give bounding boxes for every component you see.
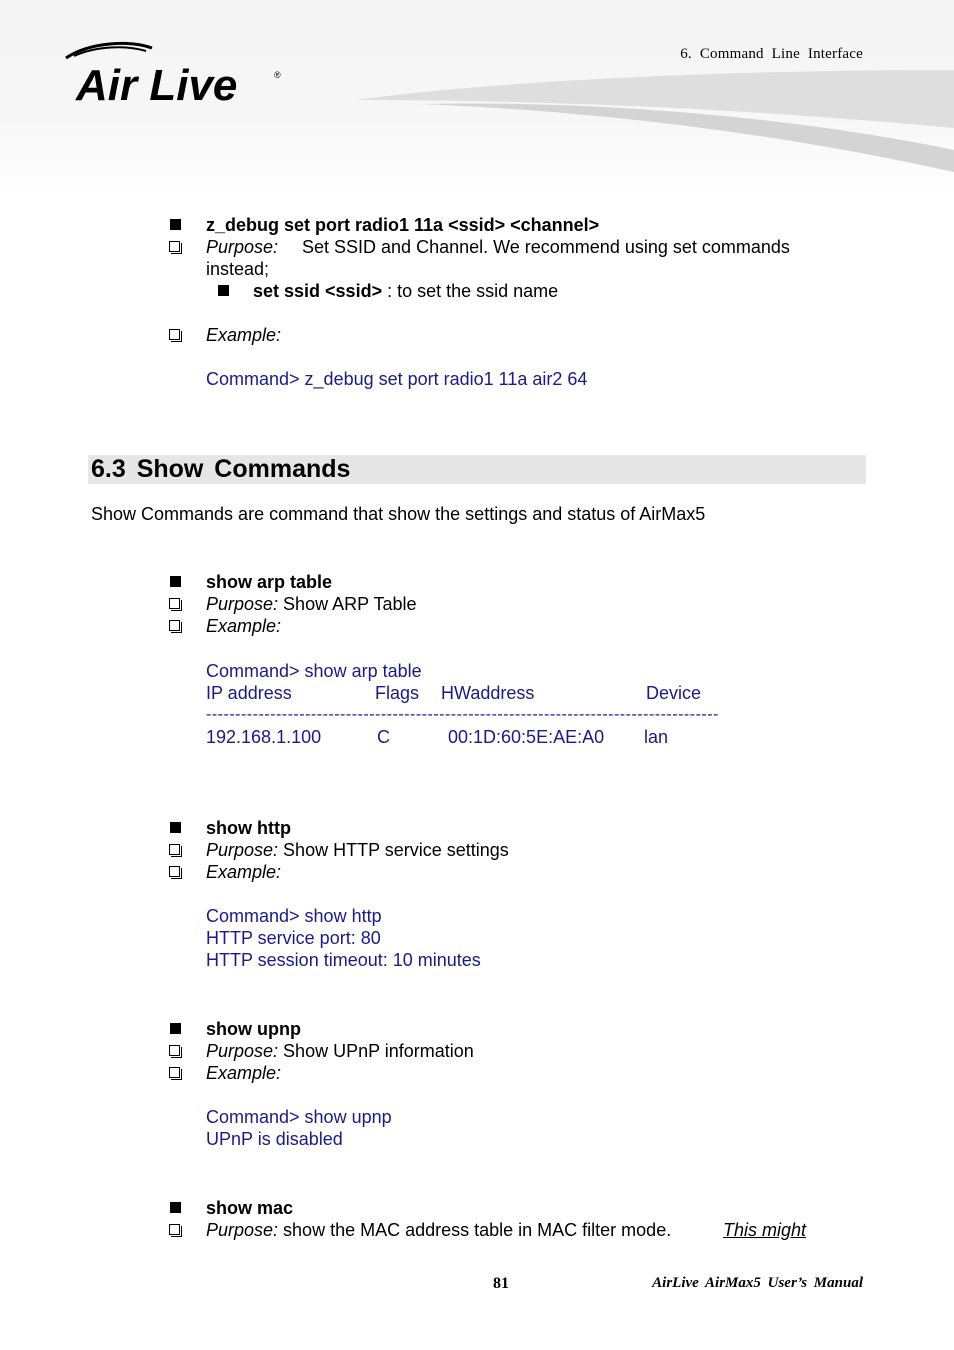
zdebug-example-command: Command> z_debug set port radio1 11a air2 64 xyxy=(206,369,588,389)
upnp-output-line-2: UPnP is disabled xyxy=(206,1129,343,1149)
checkbox-bullet-icon xyxy=(169,1045,180,1056)
airlive-logo xyxy=(60,40,290,105)
zdebug-heading: z_debug set port radio1 11a <ssid> <channel> xyxy=(206,215,600,235)
arp-row-device: lan xyxy=(644,727,669,747)
arp-purpose xyxy=(206,593,416,615)
square-bullet-icon xyxy=(170,822,181,833)
zdebug-example-label: Example: xyxy=(206,325,282,345)
http-output-line-1: Command> show http xyxy=(206,906,382,926)
square-bullet-icon xyxy=(170,576,181,587)
arp-col-hwaddress: HWaddress xyxy=(441,683,535,703)
upnp-output-line-1: Command> show upnp xyxy=(206,1107,392,1127)
svg-text:®: ® xyxy=(274,70,281,80)
page-number: 81 xyxy=(493,1275,509,1292)
square-bullet-icon xyxy=(170,219,181,230)
section-heading-bar xyxy=(88,455,866,484)
arp-divider: ---------------------------------------------------------------------------------------- xyxy=(206,706,719,723)
checkbox-bullet-icon xyxy=(169,866,180,877)
arp-row-ip: 192.168.1.100 xyxy=(206,727,322,747)
manual-title: AirLive AirMax5 User’s Manual xyxy=(652,1275,863,1291)
zdebug-purpose-label: Purpose: xyxy=(206,237,279,257)
square-bullet-icon xyxy=(170,1202,181,1213)
arp-purpose-label: Purpose: xyxy=(206,594,279,614)
http-example-label: Example: xyxy=(206,862,282,882)
mac-purpose xyxy=(206,1219,671,1241)
arp-purpose-text: Show ARP Table xyxy=(278,594,417,614)
checkbox-bullet-icon xyxy=(169,620,180,631)
svg-text:Air Live: Air Live xyxy=(76,61,238,105)
zdebug-purpose-text-2: instead; xyxy=(206,259,270,279)
arp-col-flags: Flags xyxy=(375,683,420,703)
arp-col-ip: IP address xyxy=(206,683,292,703)
http-output-line-2: HTTP service port: 80 xyxy=(206,928,381,948)
upnp-example-label: Example: xyxy=(206,1063,282,1083)
mac-purpose-label: Purpose: xyxy=(206,1220,279,1240)
upnp-purpose-label: Purpose: xyxy=(206,1041,279,1061)
arp-command: Command> show arp table xyxy=(206,661,422,681)
upnp-purpose xyxy=(206,1040,474,1062)
arp-row-flags: C xyxy=(377,727,390,747)
arp-heading: show arp table xyxy=(206,572,333,592)
chapter-title: 6. Command Line Interface xyxy=(680,46,863,62)
upnp-purpose-text: Show UPnP information xyxy=(278,1041,474,1061)
square-bullet-icon xyxy=(170,1023,181,1034)
checkbox-bullet-icon xyxy=(169,844,180,855)
http-purpose-text: Show HTTP service settings xyxy=(278,840,509,860)
zdebug-purpose-text: Set SSID and Channel. We recommend using set commands xyxy=(302,237,790,257)
http-purpose xyxy=(206,839,509,861)
http-output-line-3: HTTP session timeout: 10 minutes xyxy=(206,950,481,970)
upnp-heading: show upnp xyxy=(206,1019,301,1039)
mac-purpose-text: show the MAC address table in MAC filter mode. xyxy=(278,1220,672,1240)
zdebug-sub-item xyxy=(253,280,558,302)
http-heading: show http xyxy=(206,818,291,838)
section-intro: Show Commands are command that show the settings and status of AirMax5 xyxy=(91,504,706,524)
checkbox-bullet-icon xyxy=(169,1067,180,1078)
square-bullet-icon xyxy=(218,285,229,296)
arp-col-device: Device xyxy=(646,683,702,703)
mac-heading: show mac xyxy=(206,1198,294,1218)
checkbox-bullet-icon xyxy=(169,241,180,252)
checkbox-bullet-icon xyxy=(169,1224,180,1235)
checkbox-bullet-icon xyxy=(169,329,180,340)
http-purpose-label: Purpose: xyxy=(206,840,279,860)
section-title: 6.3 Show Commands xyxy=(91,455,351,483)
arp-example-label: Example: xyxy=(206,616,282,636)
zdebug-sub-text: : to set the ssid name xyxy=(382,281,559,301)
arp-row-hwaddress: 00:1D:60:5E:AE:A0 xyxy=(448,727,605,747)
mac-purpose-tail: This might xyxy=(723,1220,807,1240)
zdebug-sub-bold: set ssid <ssid> xyxy=(253,281,383,301)
checkbox-bullet-icon xyxy=(169,598,180,609)
